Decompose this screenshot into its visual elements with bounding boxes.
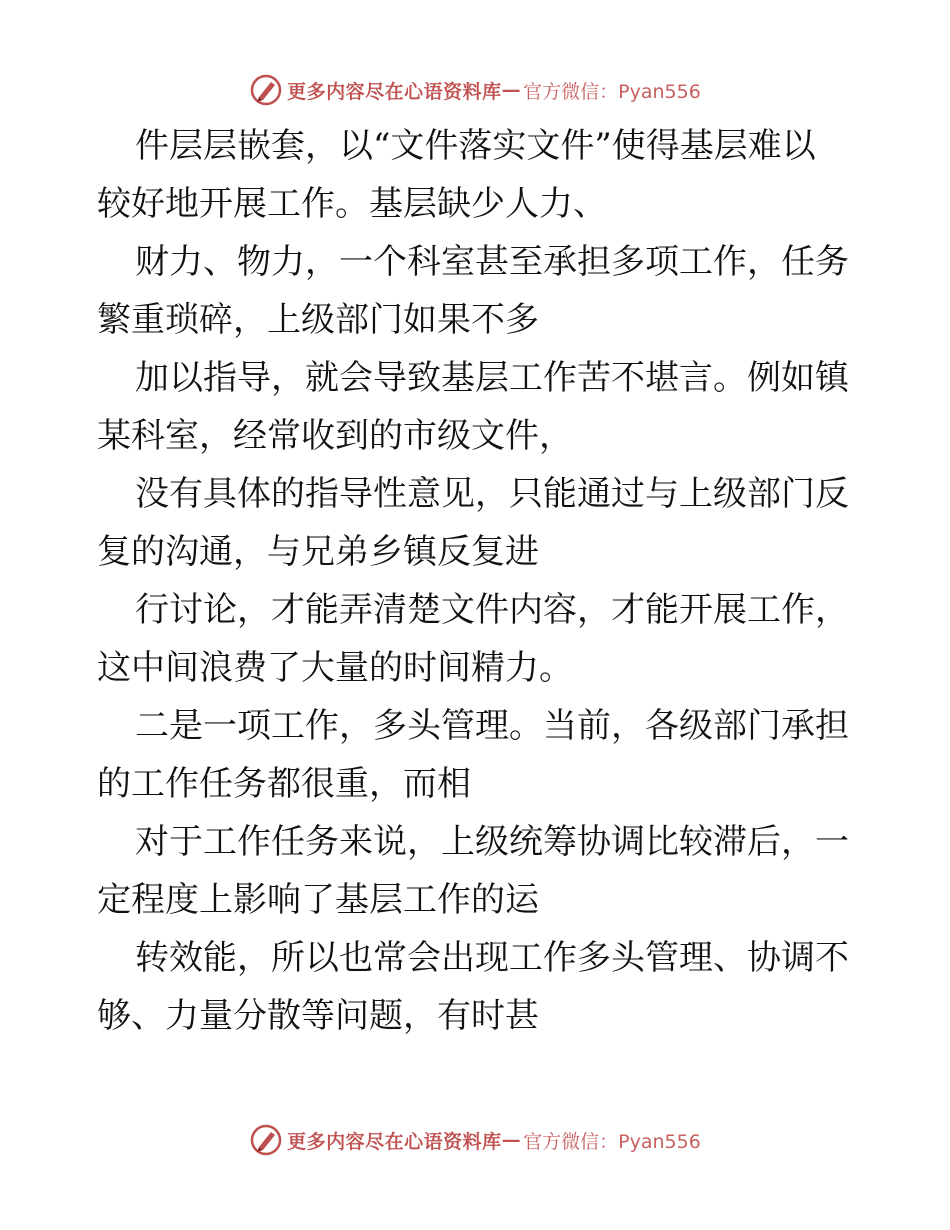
watermark-text: 更多内容尽在心语资料库 xyxy=(287,1130,502,1153)
paragraph: 加以指导，就会导致基层工作苦不堪言。例如镇 某科室，经常收到的市级文件， xyxy=(97,358,849,456)
watermark-dash: — xyxy=(501,1129,522,1151)
watermark-dash: — xyxy=(501,79,522,101)
paragraph: 行讨论，才能弄清楚文件内容，才能开展工作， 这中间浪费了大量的时间精力。 xyxy=(97,590,849,688)
watermark-text: 更多内容尽在心语资料库 xyxy=(287,80,502,103)
paragraph: 二是一项工作，多头管理。当前，各级部门承担 的工作任务都很重，而相 xyxy=(97,706,849,804)
document-body xyxy=(97,117,857,1045)
paragraph: 件层层嵌套，以“文件落实文件”使得基层难以 较好地开展工作。基层缺少人力、 xyxy=(97,126,816,224)
pen-logo-icon xyxy=(249,1123,283,1157)
watermark-wechat: 官方微信：Pyan556 xyxy=(523,80,701,103)
pen-logo-icon xyxy=(249,73,283,107)
paragraph: 转效能，所以也常会出现工作多头管理、协调不 够、力量分散等问题，有时甚 xyxy=(97,938,849,1036)
watermark-wechat: 官方微信：Pyan556 xyxy=(523,1130,701,1153)
paragraph: 财力、物力，一个科室甚至承担多项工作，任务 繁重琐碎，上级部门如果不多 xyxy=(97,242,849,340)
footer-watermark xyxy=(0,1120,950,1160)
header-watermark xyxy=(0,70,950,110)
paragraph: 对于工作任务来说，上级统筹协调比较滞后，一 定程度上影响了基层工作的运 xyxy=(97,822,849,920)
paragraph: 没有具体的指导性意见，只能通过与上级部门反 复的沟通，与兄弟乡镇反复进 xyxy=(97,474,849,572)
